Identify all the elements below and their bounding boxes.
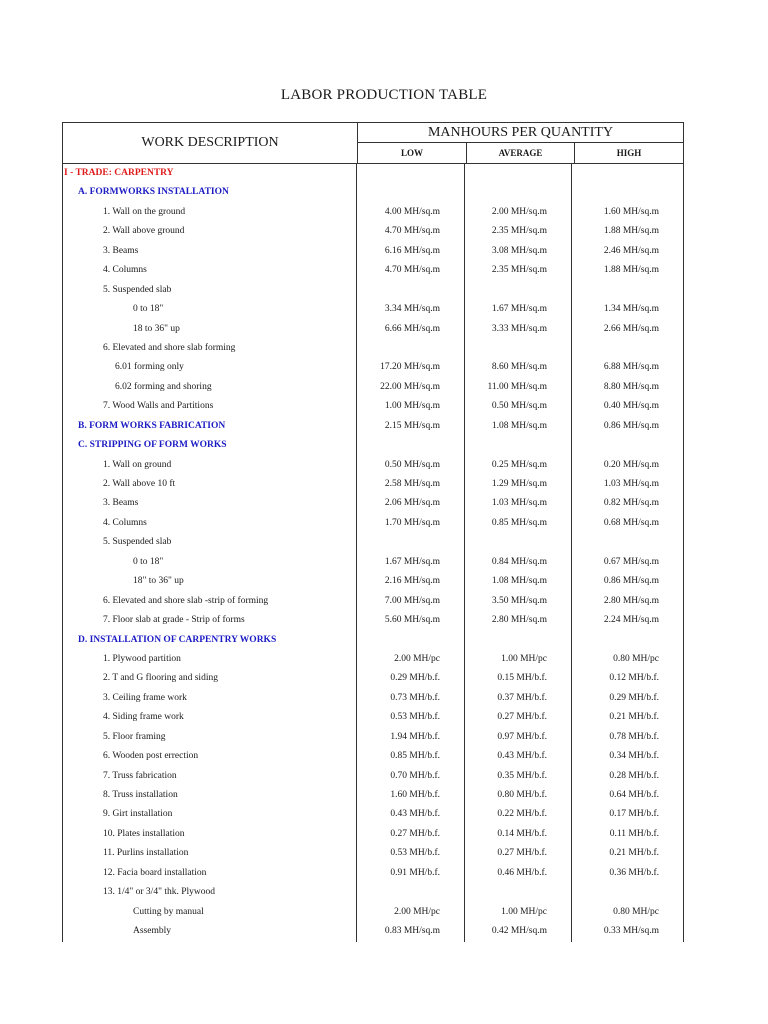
table-row xyxy=(63,494,683,513)
average-value: 2.80 MH/sq.m xyxy=(465,611,572,630)
high-value: 0.12 MH/b.f. xyxy=(609,673,659,684)
average-value xyxy=(465,631,572,650)
low-value: 2.06 MH/sq.m xyxy=(357,494,465,513)
low-value: 2.58 MH/sq.m xyxy=(357,475,465,494)
low-value: 0.50 MH/sq.m xyxy=(357,456,465,475)
work-item-description: 18 to 36" up xyxy=(63,320,357,339)
high-value: 2.24 MH/sq.m xyxy=(603,615,659,626)
section-heading: C. STRIPPING OF FORM WORKS xyxy=(63,436,357,455)
work-item-description: 6. Elevated and shore slab -strip of forming xyxy=(63,592,357,611)
table-row xyxy=(63,436,683,455)
work-item-description: 5. Suspended slab xyxy=(63,281,357,300)
header-manhours-group xyxy=(358,123,683,163)
table-row xyxy=(63,572,683,591)
table-row xyxy=(63,728,683,747)
high-value: 0.78 MH/b.f. xyxy=(609,731,659,742)
work-item-description: Cutting by manual xyxy=(63,903,357,922)
table-row xyxy=(63,747,683,766)
high-value: 0.80 MH/pc xyxy=(613,906,659,917)
high-value: 0.17 MH/b.f. xyxy=(609,809,659,820)
average-value: 0.35 MH/b.f. xyxy=(465,767,572,786)
high-value: 8.80 MH/sq.m xyxy=(603,381,659,392)
high-value: 1.34 MH/sq.m xyxy=(603,304,659,315)
average-value xyxy=(465,183,572,202)
trade-heading: I - TRADE: CARPENTRY xyxy=(63,164,357,183)
high-value xyxy=(572,436,683,455)
average-value: 1.67 MH/sq.m xyxy=(465,300,572,319)
high-value: 0.67 MH/sq.m xyxy=(603,556,659,567)
work-item-description: 10. Plates installation xyxy=(63,825,357,844)
average-value xyxy=(465,281,572,300)
work-item-description: 9. Girt installation xyxy=(63,805,357,824)
work-item-description: 2. Wall above ground xyxy=(63,222,357,241)
table-row xyxy=(63,922,683,941)
table-row xyxy=(63,669,683,688)
table-row xyxy=(63,203,683,222)
low-value: 0.73 MH/b.f. xyxy=(357,689,465,708)
low-value xyxy=(357,339,465,358)
work-item-description: 7. Wood Walls and Partitions xyxy=(63,397,357,416)
low-value: 0.85 MH/b.f. xyxy=(357,747,465,766)
high-value: 0.11 MH/b.f. xyxy=(609,828,659,839)
table-row xyxy=(63,767,683,786)
high-value xyxy=(572,533,683,552)
work-item-description: 6.02 forming and shoring xyxy=(63,378,357,397)
high-value: 0.86 MH/sq.m xyxy=(603,576,659,587)
low-value: 1.00 MH/sq.m xyxy=(357,397,465,416)
average-value: 2.35 MH/sq.m xyxy=(465,222,572,241)
average-value: 1.00 MH/pc xyxy=(465,903,572,922)
low-value: 2.15 MH/sq.m xyxy=(357,417,465,436)
work-item-description: 6. Wooden post errection xyxy=(63,747,357,766)
high-value: 6.88 MH/sq.m xyxy=(603,362,659,373)
average-value: 3.33 MH/sq.m xyxy=(465,320,572,339)
average-value: 0.15 MH/b.f. xyxy=(465,669,572,688)
table-row xyxy=(63,417,683,436)
table-row xyxy=(63,689,683,708)
work-item-description: 2. Wall above 10 ft xyxy=(63,475,357,494)
table-row xyxy=(63,242,683,261)
average-value: 0.50 MH/sq.m xyxy=(465,397,572,416)
low-value: 0.53 MH/b.f. xyxy=(357,844,465,863)
work-item-description: 7. Truss fabrication xyxy=(63,767,357,786)
average-value: 11.00 MH/sq.m xyxy=(465,378,572,397)
header-work-description: WORK DESCRIPTION xyxy=(63,123,358,163)
work-item-description: 3. Ceiling frame work xyxy=(63,689,357,708)
low-value xyxy=(357,436,465,455)
low-value xyxy=(357,281,465,300)
low-value: 2.00 MH/pc xyxy=(357,903,465,922)
table-row xyxy=(63,358,683,377)
average-value xyxy=(465,339,572,358)
table-row xyxy=(63,592,683,611)
average-value: 0.25 MH/sq.m xyxy=(465,456,572,475)
table-row xyxy=(63,631,683,650)
average-value: 0.22 MH/b.f. xyxy=(465,805,572,824)
table-row xyxy=(63,805,683,824)
section-heading: D. INSTALLATION OF CARPENTRY WORKS xyxy=(63,631,357,650)
work-item-description: 6.01 forming only xyxy=(63,358,357,377)
low-value: 2.16 MH/sq.m xyxy=(357,572,465,591)
average-value xyxy=(465,883,572,902)
high-value: 0.82 MH/sq.m xyxy=(603,498,659,509)
average-value: 1.03 MH/sq.m xyxy=(465,494,572,513)
table-row xyxy=(63,786,683,805)
low-value xyxy=(357,164,465,183)
table-row xyxy=(63,475,683,494)
average-value xyxy=(465,436,572,455)
work-item-description: 4. Columns xyxy=(63,514,357,533)
high-value xyxy=(572,883,683,902)
high-value: 1.88 MH/sq.m xyxy=(603,226,659,237)
high-value: 0.40 MH/sq.m xyxy=(603,401,659,412)
work-item-description: 12. Facia board installation xyxy=(63,864,357,883)
high-value xyxy=(572,339,683,358)
table-row xyxy=(63,864,683,883)
section-heading: B. FORM WORKS FABRICATION xyxy=(63,417,357,436)
header-average: AVERAGE xyxy=(467,143,575,163)
low-value xyxy=(357,631,465,650)
labor-production-table xyxy=(62,122,684,942)
table-row xyxy=(63,281,683,300)
high-value: 0.34 MH/b.f. xyxy=(609,751,659,762)
low-value: 4.00 MH/sq.m xyxy=(357,203,465,222)
table-header xyxy=(63,123,683,164)
low-value: 5.60 MH/sq.m xyxy=(357,611,465,630)
average-value: 1.08 MH/sq.m xyxy=(465,417,572,436)
work-item-description: 7. Floor slab at grade - Strip of forms xyxy=(63,611,357,630)
work-item-description: 4. Columns xyxy=(63,261,357,280)
table-body xyxy=(63,164,683,942)
low-value: 0.43 MH/b.f. xyxy=(357,805,465,824)
work-item-description: 0 to 18" xyxy=(63,553,357,572)
high-value: 0.21 MH/b.f. xyxy=(609,848,659,859)
high-value: 1.03 MH/sq.m xyxy=(603,479,659,489)
table-row xyxy=(63,825,683,844)
header-subcolumns xyxy=(358,143,683,163)
average-value: 0.80 MH/b.f. xyxy=(465,786,572,805)
work-item-description: 3. Beams xyxy=(63,494,357,513)
work-item-description: 3. Beams xyxy=(63,242,357,261)
average-value: 0.27 MH/b.f. xyxy=(465,708,572,727)
high-value: 0.21 MH/b.f. xyxy=(609,712,659,723)
high-value xyxy=(572,631,683,650)
high-value: 0.86 MH/sq.m xyxy=(603,420,659,431)
low-value: 0.83 MH/sq.m xyxy=(357,922,465,941)
average-value: 2.00 MH/sq.m xyxy=(465,203,572,222)
low-value xyxy=(357,183,465,202)
low-value: 2.00 MH/pc xyxy=(357,650,465,669)
low-value: 4.70 MH/sq.m xyxy=(357,222,465,241)
header-high: HIGH xyxy=(616,148,642,158)
average-value: 3.50 MH/sq.m xyxy=(465,592,572,611)
high-value: 0.29 MH/b.f. xyxy=(609,692,659,703)
average-value: 0.84 MH/sq.m xyxy=(465,553,572,572)
low-value xyxy=(357,533,465,552)
table-row xyxy=(63,553,683,572)
high-value: 2.80 MH/sq.m xyxy=(603,595,659,606)
work-item-description: 5. Floor framing xyxy=(63,728,357,747)
average-value xyxy=(465,533,572,552)
table-row xyxy=(63,222,683,241)
table-row xyxy=(63,183,683,202)
average-value: 1.08 MH/sq.m xyxy=(465,572,572,591)
work-item-description: 11. Purlins installation xyxy=(63,844,357,863)
section-heading: A. FORMWORKS INSTALLATION xyxy=(63,183,357,202)
low-value xyxy=(357,883,465,902)
header-low: LOW xyxy=(358,143,467,163)
table-row xyxy=(63,164,683,183)
table-row xyxy=(63,903,683,922)
high-value: 0.64 MH/b.f. xyxy=(609,790,659,800)
high-value: 1.88 MH/sq.m xyxy=(603,265,659,276)
table-row xyxy=(63,883,683,902)
table-row xyxy=(63,339,683,358)
high-value xyxy=(572,183,683,202)
average-value xyxy=(465,164,572,183)
low-value: 0.53 MH/b.f. xyxy=(357,708,465,727)
low-value: 1.67 MH/sq.m xyxy=(357,553,465,572)
high-value: 2.46 MH/sq.m xyxy=(603,245,659,256)
low-value: 3.34 MH/sq.m xyxy=(357,300,465,319)
page-title: LABOR PRODUCTION TABLE xyxy=(280,87,488,103)
table-row xyxy=(63,514,683,533)
table-row xyxy=(63,300,683,319)
low-value: 4.70 MH/sq.m xyxy=(357,261,465,280)
average-value: 0.43 MH/b.f. xyxy=(465,747,572,766)
table-row xyxy=(63,261,683,280)
high-value: 1.60 MH/sq.m xyxy=(603,206,659,217)
low-value: 1.94 MH/b.f. xyxy=(357,728,465,747)
low-value: 0.27 MH/b.f. xyxy=(357,825,465,844)
average-value: 0.46 MH/b.f. xyxy=(465,864,572,883)
table-row xyxy=(63,456,683,475)
average-value: 8.60 MH/sq.m xyxy=(465,358,572,377)
average-value: 0.37 MH/b.f. xyxy=(465,689,572,708)
table-row xyxy=(63,397,683,416)
average-value: 0.97 MH/b.f. xyxy=(465,728,572,747)
average-value: 3.08 MH/sq.m xyxy=(465,242,572,261)
table-row xyxy=(63,650,683,669)
work-item-description: 1. Wall on ground xyxy=(63,456,357,475)
low-value: 0.91 MH/b.f. xyxy=(357,864,465,883)
high-value xyxy=(572,281,683,300)
high-value: 0.28 MH/b.f. xyxy=(609,770,659,781)
table-row xyxy=(63,533,683,552)
low-value: 6.16 MH/sq.m xyxy=(357,242,465,261)
low-value: 7.00 MH/sq.m xyxy=(357,592,465,611)
table-row xyxy=(63,320,683,339)
low-value: 17.20 MH/sq.m xyxy=(357,358,465,377)
work-item-description: 5. Suspended slab xyxy=(63,533,357,552)
work-item-description: 1. Wall on the ground xyxy=(63,203,357,222)
high-value: 0.36 MH/b.f. xyxy=(609,867,659,878)
work-item-description: 13. 1/4" or 3/4" thk. Plywood xyxy=(63,883,357,902)
work-item-description: 18" to 36" up xyxy=(63,572,357,591)
table-row xyxy=(63,844,683,863)
work-item-description: 4. Siding frame work xyxy=(63,708,357,727)
table-row xyxy=(63,708,683,727)
high-value xyxy=(572,164,683,183)
high-value: 2.66 MH/sq.m xyxy=(603,323,659,334)
average-value: 0.27 MH/b.f. xyxy=(465,844,572,863)
work-item-description: 6. Elevated and shore slab forming xyxy=(63,339,357,358)
average-value: 0.42 MH/sq.m xyxy=(465,922,572,941)
work-item-description: 0 to 18" xyxy=(63,300,357,319)
table-row xyxy=(63,378,683,397)
low-value: 22.00 MH/sq.m xyxy=(357,378,465,397)
average-value: 2.35 MH/sq.m xyxy=(465,261,572,280)
low-value: 6.66 MH/sq.m xyxy=(357,320,465,339)
low-value: 0.29 MH/b.f. xyxy=(357,669,465,688)
high-value: 0.33 MH/sq.m xyxy=(603,926,659,937)
work-item-description: 2. T and G flooring and siding xyxy=(63,669,357,688)
high-value: 0.68 MH/sq.m xyxy=(603,517,659,528)
average-value: 0.85 MH/sq.m xyxy=(465,514,572,533)
work-item-description: 1. Plywood partition xyxy=(63,650,357,669)
high-value: 0.20 MH/sq.m xyxy=(603,459,659,470)
high-value: 0.80 MH/pc xyxy=(613,653,659,664)
low-value: 1.70 MH/sq.m xyxy=(357,514,465,533)
work-item-description: 8. Truss installation xyxy=(63,786,357,805)
header-manhours: MANHOURS PER QUANTITY xyxy=(358,123,683,143)
average-value: 1.29 MH/sq.m xyxy=(465,475,572,494)
average-value: 0.14 MH/b.f. xyxy=(465,825,572,844)
low-value: 0.70 MH/b.f. xyxy=(357,767,465,786)
table-row xyxy=(63,611,683,630)
work-item-description: Assembly xyxy=(63,922,357,941)
average-value: 1.00 MH/pc xyxy=(465,650,572,669)
low-value: 1.60 MH/b.f. xyxy=(357,786,465,805)
